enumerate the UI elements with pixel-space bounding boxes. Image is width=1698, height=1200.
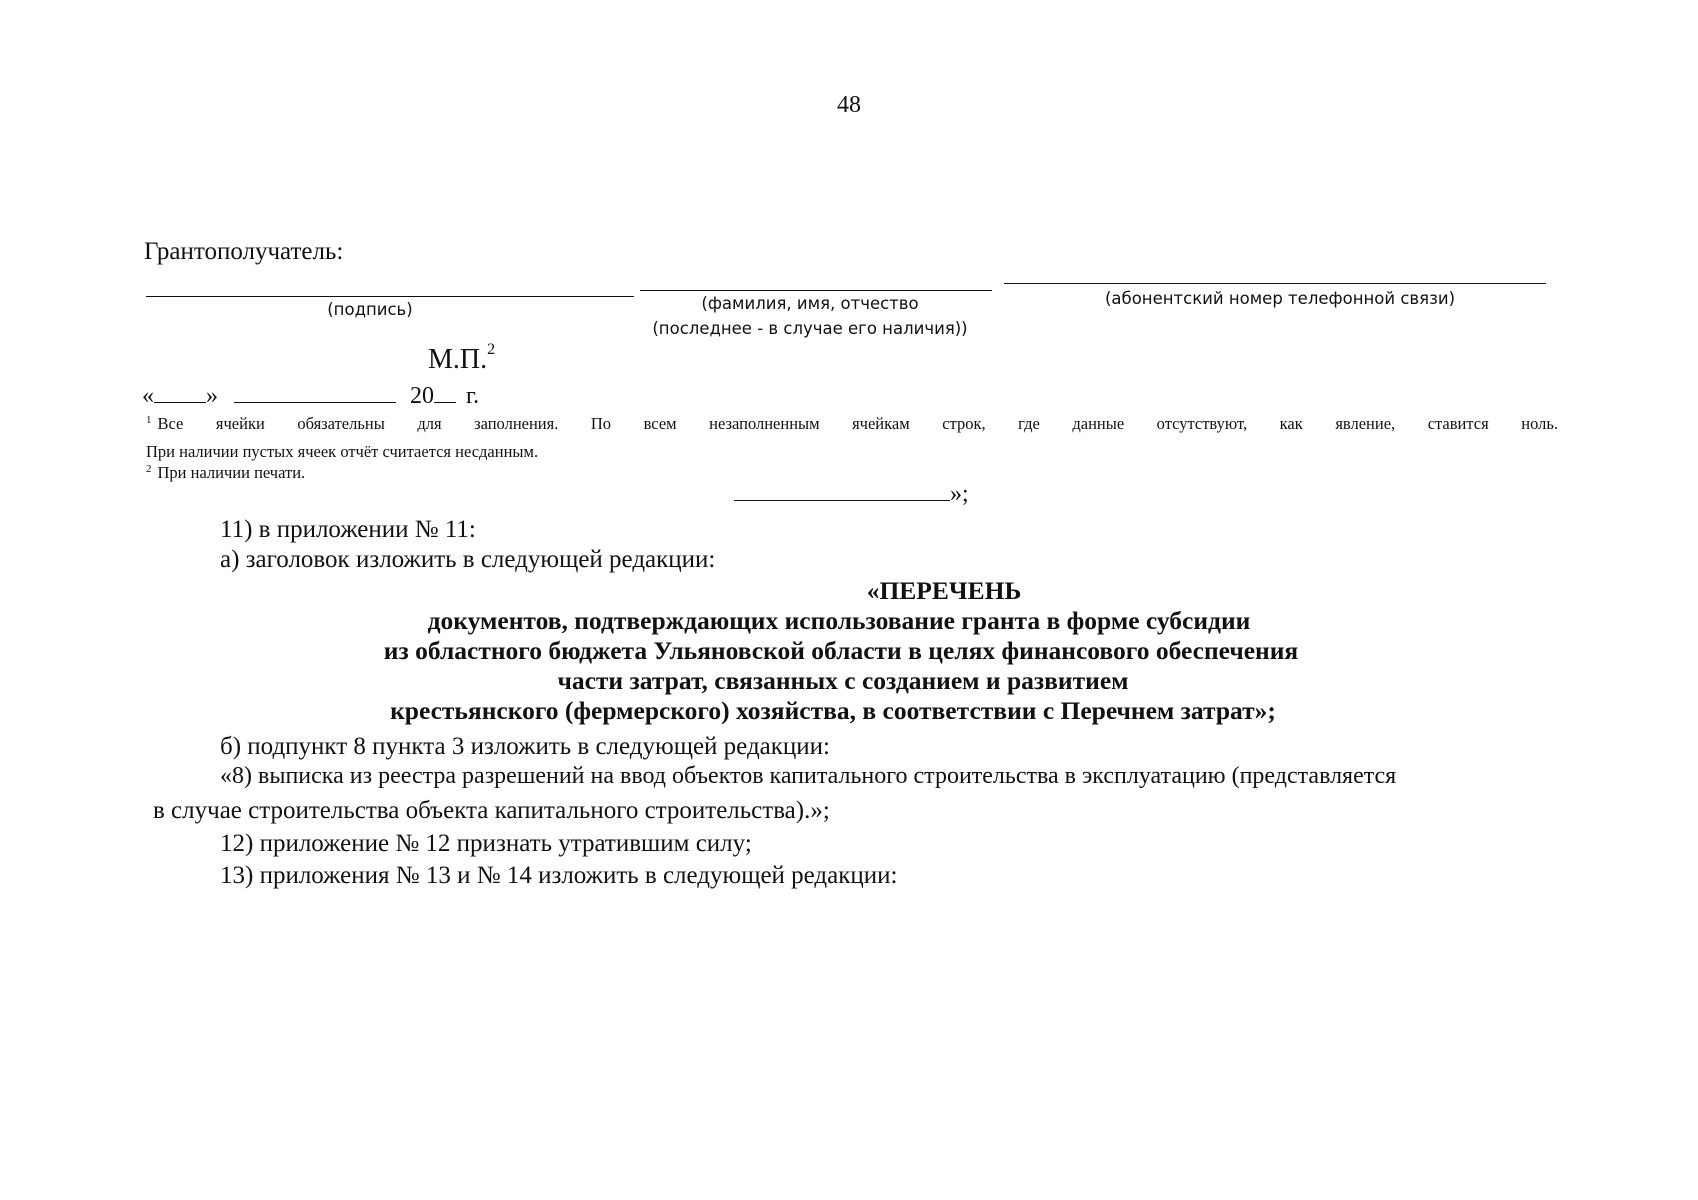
item-11b-quote-line2: в случае строительства объекта капитального строительства).»;: [153, 797, 830, 824]
heading-line-1: «ПЕРЕЧЕНЬ: [866, 576, 1022, 605]
closing-quote: »;: [950, 481, 969, 507]
stamp-text: М.П.: [428, 344, 488, 375]
item-11: 11) в приложении № 11:: [220, 516, 476, 543]
item-11b: б) подпункт 8 пункта 3 изложить в следующей редакции:: [220, 733, 830, 760]
date-row: [142, 383, 479, 410]
heading-line-4: части затрат, связанных с созданием и развитием: [557, 666, 1129, 695]
footnote-2-text: При наличии печати.: [157, 463, 306, 482]
item-11b-quote-line1: «8) выписка из реестра разрешений на ввод объектов капитального строительства в эксплуатацию (представляется: [220, 763, 1397, 789]
grantee-label: Грантополучатель:: [144, 238, 344, 265]
name-caption-line1: (фамилия, имя, отчество: [701, 294, 919, 313]
item-12: 12) приложение № 12 признать утратившим силу;: [220, 830, 752, 857]
footnote-2-mark: 2: [146, 463, 152, 475]
year-suffix: г.: [466, 383, 480, 409]
footnote-1: [146, 411, 1558, 465]
footnote-2: [146, 463, 305, 483]
name-caption-line2: (последнее - в случае его наличия)): [652, 319, 968, 338]
heading-line-3: из областного бюджета Ульяновской области в целях финансового обеспечения: [383, 636, 1299, 665]
name-line: [640, 290, 992, 291]
date-open-quote: «: [142, 383, 154, 409]
footnote-1-mark: 1: [146, 414, 152, 426]
stamp-footnote-mark: 2: [487, 340, 496, 358]
page-number: 48: [837, 92, 861, 118]
day-blank: [154, 402, 206, 403]
month-blank: [234, 402, 396, 403]
heading-line-5: крестьянского (фермерского) хозяйства, в соответствии с Перечнем затрат»;: [390, 696, 1276, 725]
signature-line: [146, 296, 634, 297]
heading-line-2: документов, подтверждающих использование гранта в форме субсидии: [427, 606, 1251, 635]
date-close-quote: »: [206, 383, 218, 409]
footnote-1-line1: [146, 411, 1558, 439]
closing-blank: [734, 500, 950, 501]
phone-caption: (абонентский номер телефонной связи): [1104, 289, 1456, 308]
phone-line: [1004, 283, 1546, 284]
closing-mark: [734, 481, 969, 508]
year-blank: [434, 402, 456, 403]
footnote-1-text: Все ячейки обязательны для заполнения. По всем незаполненным ячейкам строк, где данные отсутствуют, как явление, ставится ноль.: [157, 414, 1558, 433]
item-11a: а) заголовок изложить в следующей редакции:: [220, 546, 716, 573]
stamp-placeholder: [428, 340, 496, 376]
signature-caption: (подпись): [327, 300, 413, 319]
footnote-1-line2: При наличии пустых ячеек отчёт считается несданным.: [146, 442, 539, 461]
year-prefix: 20: [410, 383, 434, 409]
item-13: 13) приложения № 13 и № 14 изложить в следующей редакции:: [220, 862, 898, 889]
